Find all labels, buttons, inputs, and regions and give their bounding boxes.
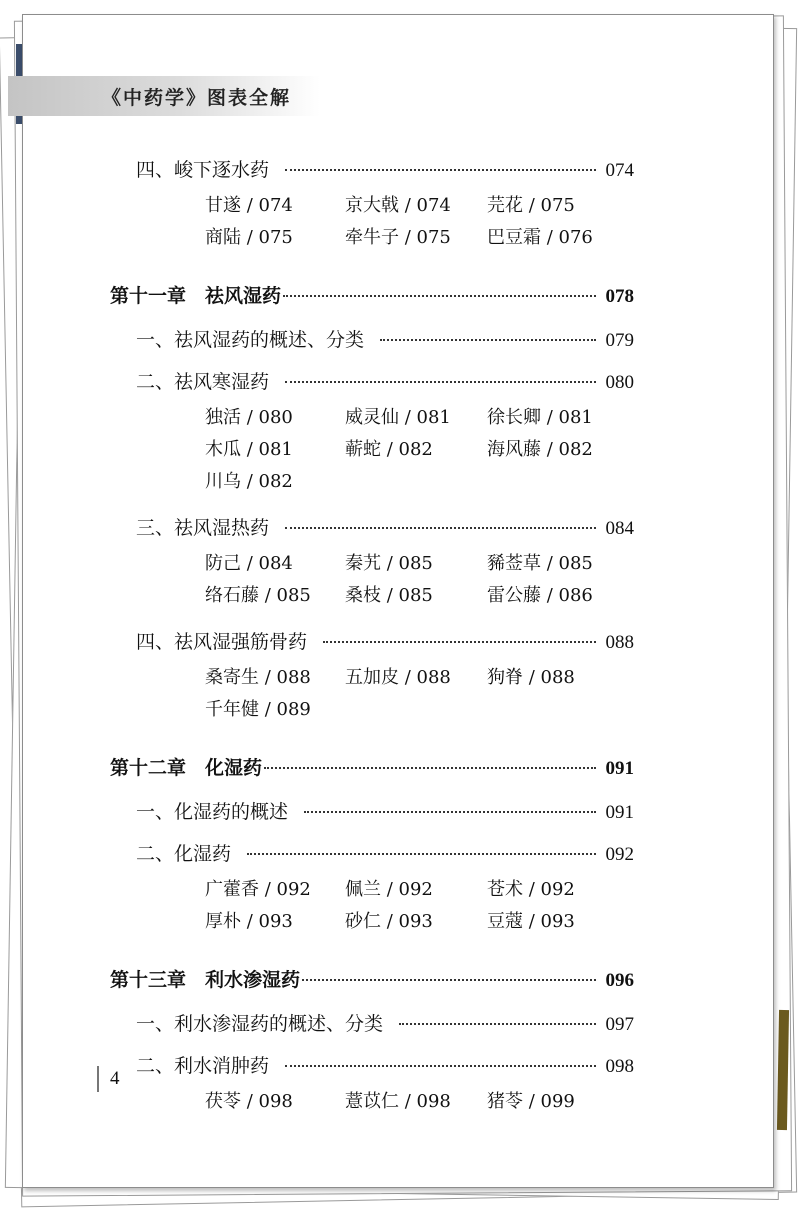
herb-page-number: 088 [416, 667, 451, 688]
herb-name: 徐长卿 [487, 407, 541, 428]
toc-herb-entry[interactable] [487, 581, 593, 607]
section-title: 一、化湿药的概述 [136, 801, 289, 823]
toc-section-entry[interactable] [136, 155, 634, 182]
herb-page-number: 098 [258, 1091, 293, 1112]
herb-page-number: 085 [558, 553, 593, 574]
herb-name: 厚朴 [205, 911, 241, 932]
herb-name: 桑枝 [345, 585, 381, 606]
toc-section-entry[interactable] [136, 325, 634, 352]
herb-name: 防己 [205, 553, 241, 574]
toc-herb-entry[interactable] [205, 1087, 293, 1113]
toc-section-entry[interactable] [136, 1009, 634, 1036]
herb-separator: / [241, 439, 259, 460]
toc-chapter-entry[interactable] [110, 965, 634, 992]
toc-herb-entry[interactable] [345, 435, 433, 461]
footer-divider [97, 1066, 99, 1092]
herb-page-number: 088 [540, 667, 575, 688]
toc-herb-entry[interactable] [345, 1087, 451, 1113]
toc-herb-entry[interactable] [487, 435, 593, 461]
toc-herb-entry[interactable] [487, 191, 575, 217]
herb-separator: / [259, 699, 277, 720]
herb-separator: / [381, 553, 399, 574]
herb-name: 豆蔻 [487, 911, 523, 932]
herb-name: 甘遂 [205, 195, 241, 216]
toc-herb-entry[interactable] [345, 223, 451, 249]
toc-herb-entry[interactable] [205, 403, 293, 429]
herb-name: 茯苓 [205, 1091, 241, 1112]
herb-page-number: 074 [258, 195, 293, 216]
toc-section-entry[interactable] [136, 839, 634, 866]
herb-name: 独活 [205, 407, 241, 428]
section-title: 二、利水消肿药 [136, 1055, 270, 1077]
section-title: 四、峻下逐水药 [136, 159, 270, 181]
toc-section-entry[interactable] [136, 513, 634, 540]
herb-name: 雷公藤 [487, 585, 541, 606]
toc-herb-entry[interactable] [205, 549, 293, 575]
herb-page-number: 088 [276, 667, 311, 688]
section-page-number: 088 [605, 632, 634, 653]
herb-page-number: 085 [276, 585, 311, 606]
toc-herb-entry[interactable] [205, 435, 293, 461]
section-title: 一、利水渗湿药的概述、分类 [136, 1013, 384, 1035]
toc-herb-entry[interactable] [205, 695, 311, 721]
toc-chapter-entry[interactable] [110, 753, 634, 780]
dot-leaders [285, 381, 595, 383]
toc-herb-entry[interactable] [487, 223, 593, 249]
herb-page-number: 085 [398, 553, 433, 574]
herb-name: 京大戟 [345, 195, 399, 216]
herb-name: 猪苓 [487, 1091, 523, 1112]
herb-name: 海风藤 [487, 439, 541, 460]
toc-herb-entry[interactable] [345, 549, 433, 575]
herb-name: 佩兰 [345, 879, 381, 900]
herb-page-number: 092 [540, 879, 575, 900]
dot-leaders [283, 295, 595, 297]
herb-separator: / [523, 1091, 541, 1112]
herb-page-number: 075 [540, 195, 575, 216]
herb-name: 狗脊 [487, 667, 523, 688]
dot-leaders [247, 853, 595, 855]
herb-name: 芫花 [487, 195, 523, 216]
toc-herb-entry[interactable] [487, 875, 575, 901]
herb-separator: / [523, 879, 541, 900]
herb-page-number: 080 [258, 407, 293, 428]
section-title: 三、祛风湿热药 [136, 517, 270, 539]
herb-name: 商陆 [205, 227, 241, 248]
section-page-number: 092 [605, 844, 634, 865]
herb-page-number: 093 [540, 911, 575, 932]
herb-separator: / [259, 879, 277, 900]
herb-name: 千年健 [205, 699, 259, 720]
toc-herb-entry[interactable] [205, 907, 293, 933]
herb-page-number: 075 [258, 227, 293, 248]
section-page-number: 098 [605, 1056, 634, 1077]
dot-leaders [399, 1023, 595, 1025]
herb-page-number: 098 [416, 1091, 451, 1112]
herb-name: 巴豆霜 [487, 227, 541, 248]
herb-separator: / [381, 911, 399, 932]
chapter-title: 第十三章 利水渗湿药 [110, 969, 301, 991]
toc-herb-entry[interactable] [205, 223, 293, 249]
herb-separator: / [241, 911, 259, 932]
toc-section-entry[interactable] [136, 797, 634, 824]
dot-leaders [304, 811, 595, 813]
toc-herb-entry[interactable] [205, 467, 293, 493]
section-page-number: 079 [605, 330, 634, 351]
herb-separator: / [541, 227, 559, 248]
dot-leaders [285, 1065, 595, 1067]
section-page-number: 074 [605, 160, 634, 181]
herb-separator: / [541, 407, 559, 428]
toc-herb-entry[interactable] [205, 875, 311, 901]
herb-name: 桑寄生 [205, 667, 259, 688]
running-header-title: 《中药学》图表全解 [102, 87, 292, 109]
herb-separator: / [399, 407, 417, 428]
toc-herb-entry[interactable] [487, 1087, 575, 1113]
herb-name: 薏苡仁 [345, 1091, 399, 1112]
dot-leaders [323, 641, 595, 643]
herb-separator: / [241, 195, 259, 216]
dot-leaders [302, 979, 595, 981]
herb-separator: / [241, 1091, 259, 1112]
herb-page-number: 089 [276, 699, 311, 720]
section-title: 四、祛风湿强筋骨药 [136, 631, 308, 653]
herb-separator: / [241, 471, 259, 492]
page-number: 4 [110, 1068, 120, 1089]
toc-herb-entry[interactable] [345, 403, 451, 429]
herb-separator: / [381, 439, 399, 460]
toc-herb-entry[interactable] [487, 907, 575, 933]
herb-name: 川乌 [205, 471, 241, 492]
herb-name: 豨莶草 [487, 553, 541, 574]
herb-separator: / [523, 195, 541, 216]
herb-page-number: 092 [276, 879, 311, 900]
herb-separator: / [399, 667, 417, 688]
herb-separator: / [259, 667, 277, 688]
dot-leaders [285, 169, 595, 171]
section-page-number: 097 [605, 1014, 634, 1035]
herb-name: 砂仁 [345, 911, 381, 932]
herb-separator: / [541, 553, 559, 574]
herb-page-number: 082 [258, 471, 293, 492]
herb-name: 木瓜 [205, 439, 241, 460]
toc-herb-entry[interactable] [345, 875, 433, 901]
herb-name: 秦艽 [345, 553, 381, 574]
herb-page-number: 081 [416, 407, 451, 428]
book-cover-edge [777, 1010, 789, 1130]
section-title: 一、祛风湿药的概述、分类 [136, 329, 365, 351]
herb-separator: / [399, 227, 417, 248]
herb-page-number: 084 [258, 553, 293, 574]
herb-page-number: 099 [540, 1091, 575, 1112]
toc-herb-entry[interactable] [487, 403, 593, 429]
herb-page-number: 092 [398, 879, 433, 900]
toc-herb-entry[interactable] [345, 663, 451, 689]
herb-page-number: 093 [398, 911, 433, 932]
section-title: 二、化湿药 [136, 843, 232, 865]
section-page-number: 084 [605, 518, 634, 539]
herb-name: 苍术 [487, 879, 523, 900]
herb-separator: / [541, 439, 559, 460]
toc-section-entry[interactable] [136, 627, 634, 654]
toc-herb-entry[interactable] [345, 907, 433, 933]
toc-herb-entry[interactable] [345, 191, 451, 217]
section-title: 二、祛风寒湿药 [136, 371, 270, 393]
herb-name: 五加皮 [345, 667, 399, 688]
toc-herb-entry[interactable] [487, 549, 593, 575]
toc-herb-entry[interactable] [205, 581, 311, 607]
herb-page-number: 086 [558, 585, 593, 606]
herb-page-number: 082 [558, 439, 593, 460]
herb-separator: / [241, 227, 259, 248]
chapter-page-number: 078 [605, 286, 634, 307]
herb-page-number: 075 [416, 227, 451, 248]
herb-separator: / [399, 1091, 417, 1112]
chapter-page-number: 091 [605, 758, 634, 779]
herb-page-number: 081 [558, 407, 593, 428]
section-page-number: 091 [605, 802, 634, 823]
dot-leaders [380, 339, 595, 341]
herb-page-number: 093 [258, 911, 293, 932]
herb-separator: / [241, 553, 259, 574]
herb-separator: / [523, 667, 541, 688]
herb-separator: / [241, 407, 259, 428]
herb-separator: / [381, 879, 399, 900]
herb-separator: / [523, 911, 541, 932]
chapter-title: 第十一章 祛风湿药 [110, 285, 282, 307]
herb-page-number: 081 [258, 439, 293, 460]
dot-leaders [264, 767, 595, 769]
herb-name: 蕲蛇 [345, 439, 381, 460]
herb-name: 威灵仙 [345, 407, 399, 428]
toc-herb-entry[interactable] [345, 581, 433, 607]
toc-chapter-entry[interactable] [110, 281, 634, 308]
herb-page-number: 074 [416, 195, 451, 216]
herb-page-number: 082 [398, 439, 433, 460]
chapter-page-number: 096 [605, 970, 634, 991]
toc-herb-entry[interactable] [205, 663, 311, 689]
herb-page-number: 085 [398, 585, 433, 606]
herb-separator: / [399, 195, 417, 216]
herb-name: 牵牛子 [345, 227, 399, 248]
toc-herb-entry[interactable] [487, 663, 575, 689]
herb-separator: / [541, 585, 559, 606]
chapter-title: 第十二章 化湿药 [110, 757, 263, 779]
section-page-number: 080 [605, 372, 634, 393]
herb-page-number: 076 [558, 227, 593, 248]
dot-leaders [285, 527, 595, 529]
herb-separator: / [259, 585, 277, 606]
herb-name: 广藿香 [205, 879, 259, 900]
toc-herb-entry[interactable] [205, 191, 293, 217]
toc-section-entry[interactable] [136, 1051, 634, 1078]
herb-name: 络石藤 [205, 585, 259, 606]
herb-separator: / [381, 585, 399, 606]
toc-section-entry[interactable] [136, 367, 634, 394]
